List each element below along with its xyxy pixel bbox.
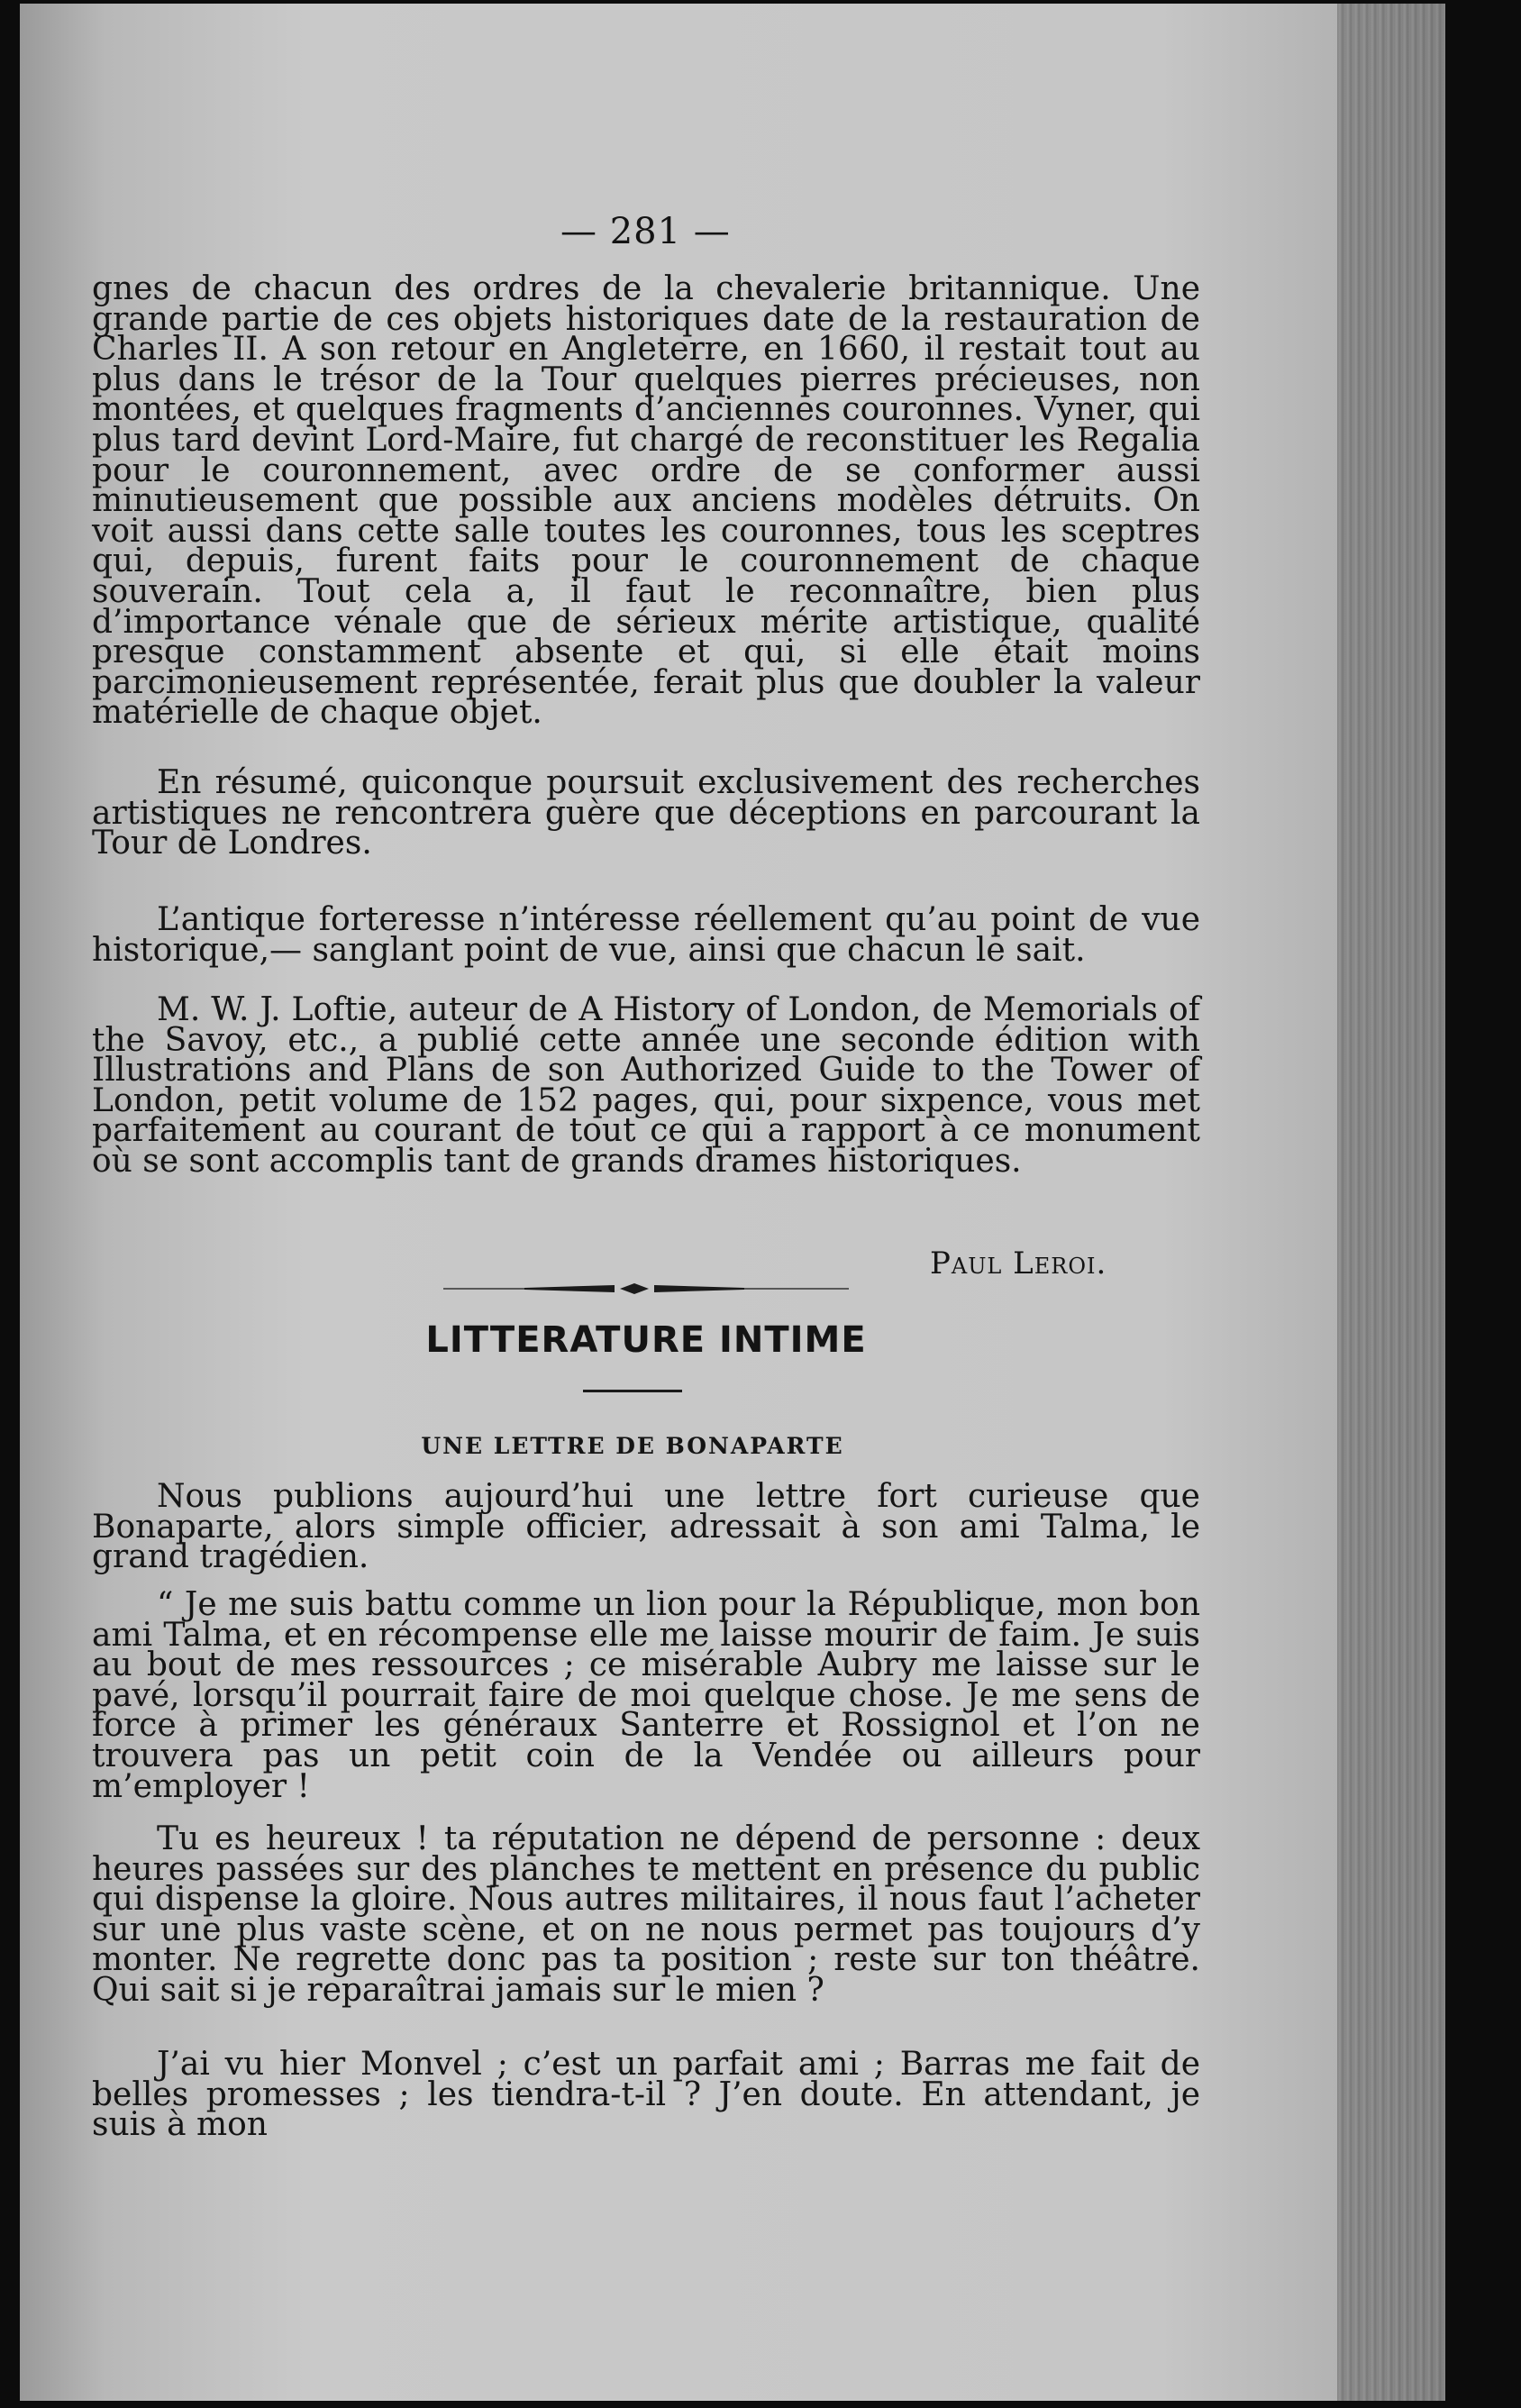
book-spine-edge [1337,4,1445,2401]
paragraph-letter-1: “ Je me suis battu comme un lion pour la République, mon bon ami Talma, et en récompense elle me laisse mourir de faim. Je suis au bout de mes ressources ; ce misérable Aubry me laisse sur le pavé, lorsqu’il pourrait faire de moi quelque chose. Je me sens de force à primer les généraux Santerre et Rossignol et l’on ne trouvera pas un petit coin de la Vendée ou ailleurs pour m’employer ! [92,1586,1200,1805]
paragraph-letter-2: Tu es heureux ! ta réputation ne dépend de personne : deux heures passées sur des planches te mettent en présence du public qui dispense la gloire. Nous autres militaires, il nous faut l’acheter sur une plus vaste scène, et on ne nous permet pas toujours d’y monter. Ne regrette donc pas ta position ; reste sur ton théâtre. Qui sait si je reparaîtrai jamais sur le mien ? [92,1820,1200,2009]
paragraph-summary-block [92,764,1200,862]
paragraph-summary: En résumé, quiconque poursuit exclusivement des recherches artistiques ne rencontrera guère que déceptions en parcourant la Tour de Londres. [92,764,1200,862]
book-page [20,4,1445,2401]
article-body [92,270,1200,732]
paragraph-fortress: L’antique forteresse n’intéresse réellement qu’au point de vue historique,— sanglant point de vue, ainsi que chacun le sait. [92,901,1200,969]
paragraph-fortress-block [92,901,1200,969]
paragraph-letter-intro: Nous publions aujourd’hui une lettre fort curieuse que Bonaparte, alors simple officier, adressait à son ami Talma, le grand tragédien. [92,1478,1200,1576]
section-heading: LITTERATURE INTIME [425,1319,867,1361]
paragraph-crown-jewels: gnes de chacun des ordres de la chevalerie britannique. Une grande partie de ces objets historiques date de la restauration de Charles II. A son retour en Angleterre, en 1660, il restait tout au plus dans le trésor de la Tour quelques pierres précieuses, non montées, et quelques fragments d’anciennes couronnes. Vyner, qui plus tard devint Lord-Maire, fut chargé de reconstituer les Regalia pour le couronnement, avec ordre de se conformer aussi minutieusement que possible aux anciens modèles détruits. On voit aussi dans cette salle toutes les couronnes, tous les sceptres qui, depuis, furent faits pour le couronnement de chaque souverain. Tout cela a, il faut le reconnaître, bien plus d’importance vénale que de sérieux mérite artistique, qualité presque constamment absente et qui, si elle était moins parcimonieusement représentée, ferait plus que doubler la valeur matérielle de chaque objet. [92,270,1200,732]
paragraph-letter-3: J’ai vu hier Monvel ; c’est un parfait ami ; Barras me fait de belles promesses ; les tiendra-t-il ? J’en doute. En attendant, je suis à mon [92,2046,1200,2144]
paragraph-loftie: M. W. J. Loftie, auteur de A History of London, de Memorials of the Savoy, etc., a publié cette année une seconde édition with Illustrations and Plans de son Authorized Guide to the Tower of London, petit volume de 152 pages, qui, pour sixpence, vous met parfaitement au courant de tout ce qui a rapport à ce monument où se sont accomplis tant de grands drames historiques. [92,991,1200,1180]
letter-body-3-block [92,2046,1200,2144]
letter-body-2-block [92,1820,1200,2009]
ornamental-rule [443,1282,849,1295]
letter-intro-block [92,1478,1200,1576]
paragraph-loftie-block [92,991,1200,1180]
author-signature: Paul Leroi. [930,1245,1107,1282]
page-number: — 281 — [560,211,731,252]
letter-body-1-block [92,1586,1200,1805]
section-subheading: UNE LETTRE DE BONAPARTE [421,1433,844,1459]
heading-divider [583,1390,682,1392]
